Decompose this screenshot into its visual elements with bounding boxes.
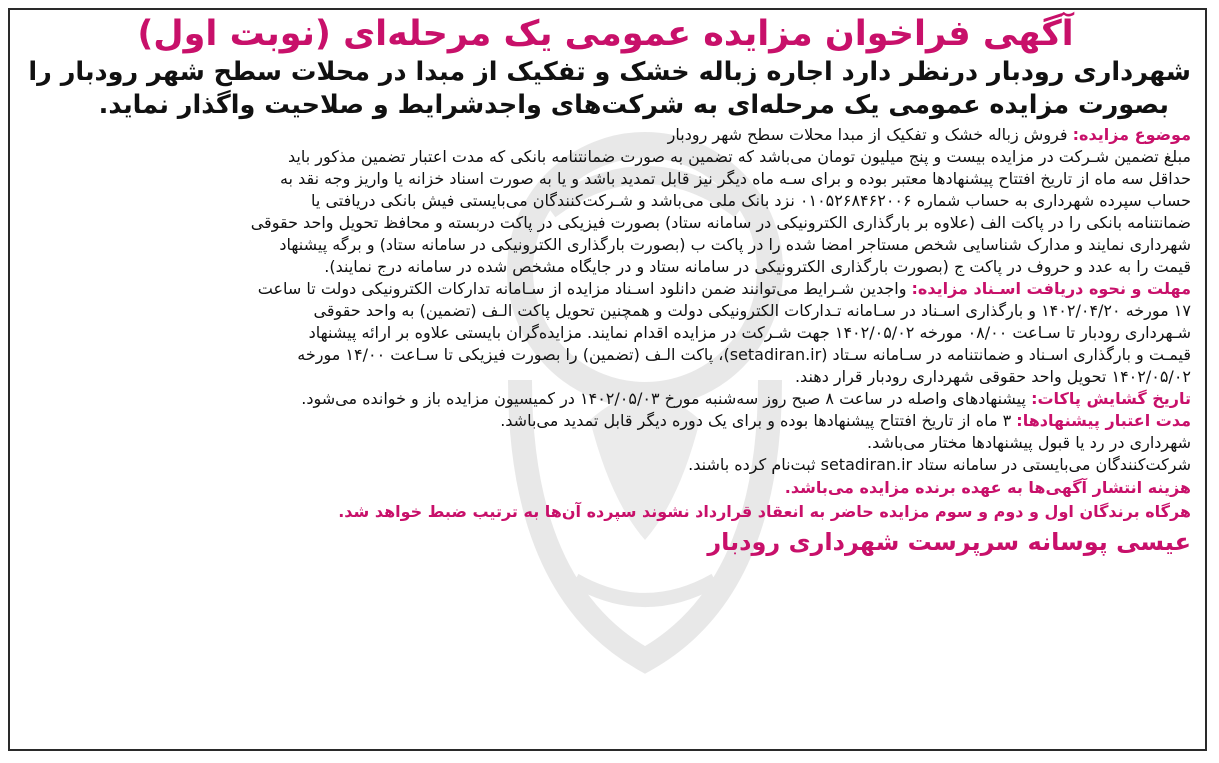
subject-text: فروش زباله خشک و تفکیک از مبدا محلات سطح شهر رودبار bbox=[667, 125, 1068, 144]
validity-text: ۳ ماه از تاریخ افتتاح پیشنهادها بوده و برای یک دوره دیگر قابل تمدید می‌باشد. bbox=[500, 411, 1012, 430]
highlight-line: هرگاه برندگان اول و دوم و سوم مزایده حاضر به انعقاد قرارداد نشوند سپرده آن‌ها به ترتیب ضبط خواهد شد. bbox=[338, 502, 1191, 521]
deadline-line: شـهرداری رودبار تا سـاعت ۰۸/۰۰ مورخه ۱۴۰۲/۰۵/۰۲ جهت شـرکت در مزایده اقدام نمایند. مزایده‌گران بایستی علاوه بر ارائه پیشنهاد bbox=[308, 323, 1191, 342]
notice-frame bbox=[8, 8, 1207, 751]
note-line: شرکت‌کنندگان می‌بایستی در سامانه ستاد setadiran.ir ثبت‌نام کرده باشند. bbox=[688, 455, 1191, 474]
highlight-line: هزینه انتشار آگهی‌ها به عهده برنده مزایده می‌باشد. bbox=[784, 478, 1191, 497]
notice-subtitle-line-1: شهرداری رودبار درنظر دارد اجاره زباله خشک و تفکیک از مبدا در محلات سطح شهر رودبار را bbox=[28, 57, 1191, 87]
subject-label: موضوع مزایده: bbox=[1072, 125, 1191, 144]
guarantee-line: ضمانتنامه بانکی را در پاکت الف (علاوه بر بارگذاری الکترونیکی در سامانه ستاد) بصورت فیزیکی در پاکت دربسته و محافظ تحویل واحد حقوقی bbox=[250, 213, 1191, 232]
note-line: شهرداری در رد یا قبول پیشنهادها مختار می‌باشد. bbox=[867, 433, 1191, 452]
deadline-label: مهلت و نحوه دریافت اسـناد مزایده: bbox=[911, 279, 1191, 298]
guarantee-line: حساب سپرده شهرداری به حساب شماره ۰۱۰۵۲۶۸۴۶۲۰۰۶ نزد بانک ملی می‌باشد و شـرکت‌کنندگان می‌بایستی فیش بانکی دریافتی یا bbox=[311, 191, 1191, 210]
subject-section bbox=[20, 124, 1191, 476]
validity-line bbox=[20, 410, 1191, 432]
deadline-first-line: واجدین شـرایط می‌توانند ضمن دانلود اسـناد مزایده از سـامانه تدارکات الکترونیکی دولت تا ساعت bbox=[257, 279, 907, 298]
signature: عیسی پوسانه سرپرست شهرداری رودبار bbox=[707, 528, 1191, 556]
deadline-line: قیمـت و بارگذاری اسـناد و ضمانتنامه در سـامانه سـتاد (setadiran.ir)، پاکت الـف (تضمین) را بصورت فیزیکی تا سـاعت ۱۴/۰۰ مورخه bbox=[297, 345, 1191, 364]
guarantee-line: قیمت را به عدد و حروف در پاکت ج (بصورت بارگذاری الکترونیکی در سامانه ستاد و در جایگاه مشخص شده در سامانه درج نمایند). bbox=[324, 257, 1191, 276]
subject-line bbox=[20, 124, 1191, 146]
opening-line bbox=[20, 388, 1191, 410]
opening-text: پیشنهادهای واصله در ساعت ۸ صبح روز سه‌شنبه مورخ ۱۴۰۲/۰۵/۰۳ در کمیسیون مزایده باز و خوانده می‌شود. bbox=[301, 389, 1026, 408]
deadline-line: ۱۷ مورخه ۱۴۰۲/۰۴/۲۰ و بارگذاری اسـناد در سـامانه تـدارکات الکترونیکی دولت و همچنین تحویل پاکت الـف (تضمین) به واحد حقوقی bbox=[313, 301, 1191, 320]
guarantee-line: مبلغ تضمین شـرکت در مزایده بیست و پنج میلیون تومان می‌باشد که تضمین به صورت ضمانتنامه بانکی که مدت اعتبار تضمین مذکور باید bbox=[287, 147, 1191, 166]
validity-label: مدت اعتبار پیشنهادها: bbox=[1016, 411, 1191, 430]
guarantee-line: شهرداری نمایند و مدارک شناسایی شخص مستاجر امضا شده را در پاکت ب (بصورت بارگذاری الکترونیکی در سامانه ستاد) و برگه پیشنهاد bbox=[279, 235, 1191, 254]
notice-headline: آگهی فراخوان مزایده عمومی یک مرحله‌ای (نوبت اول) bbox=[137, 14, 1074, 54]
notice-subtitle-line-2: بصورت مزایده عمومی یک مرحله‌ای به شرکت‌های واجدشرایط و صلاحیت واگذار نماید. bbox=[98, 90, 1169, 120]
deadline-line: ۱۴۰۲/۰۵/۰۲ تحویل واحد حقوقی شهرداری رودبار قرار دهند. bbox=[794, 367, 1191, 386]
notice-content bbox=[10, 12, 1205, 560]
opening-label: تاریخ گشایش پاکات: bbox=[1031, 389, 1191, 408]
guarantee-line: حداقل سه ماه از تاریخ افتتاح پیشنهادها معتبر بوده و برای سـه ماه دیگر نیز قابل تمدید باشد و یا به صورت اسناد خزانه یا واریز وجه نقد به bbox=[279, 169, 1191, 188]
deadline-line bbox=[20, 278, 1191, 300]
